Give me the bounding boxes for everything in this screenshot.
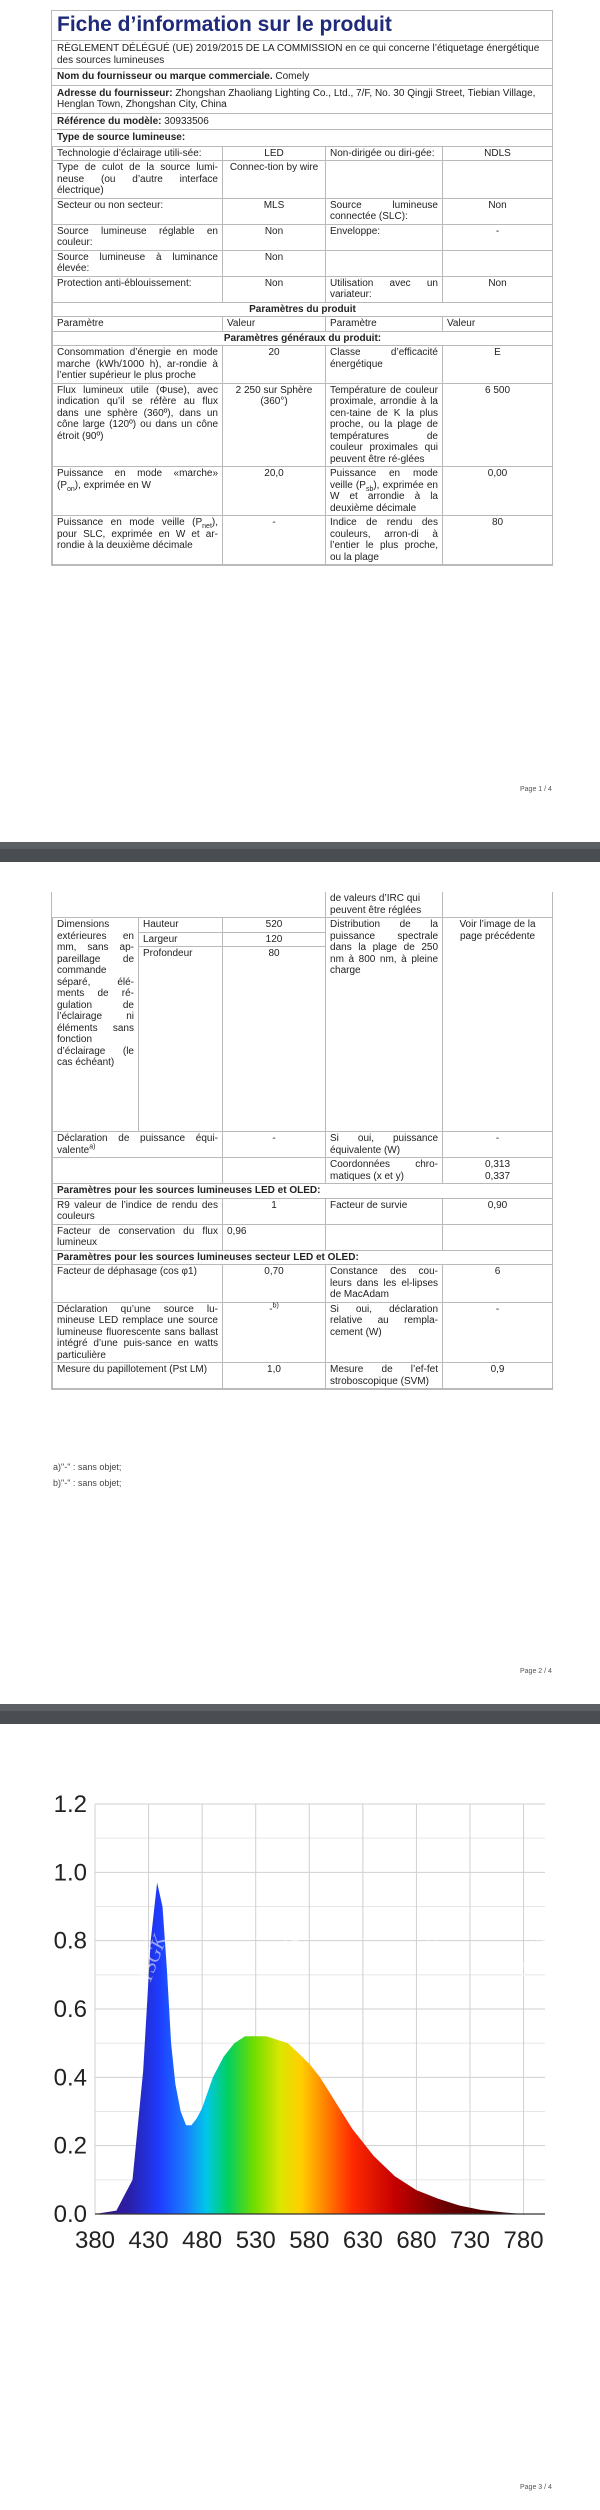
x-tick-label: 480 [182, 2227, 223, 2254]
cell-value: -$^{b)}$ [223, 1302, 326, 1363]
cell-empty [53, 1158, 223, 1184]
x-tick-label: 630 [342, 2227, 383, 2254]
cell-label: Coordonnées chro-matiques (x et y) [326, 1158, 443, 1184]
cell-value: - [443, 224, 553, 250]
table-row [53, 1302, 553, 1363]
table-row [53, 331, 553, 346]
cell-label: Puissance en mode «marche» $(P_{on})$, exprimée en W [53, 467, 223, 516]
dimension-name: Profondeur [139, 947, 223, 1132]
type-header: Type de source lumineuse: [52, 129, 552, 146]
cell-label: Si oui, puissance équivalente (W) [326, 1132, 443, 1158]
dimension-value: 520 [223, 918, 326, 933]
dimensions-label: Dimensions extérieures en mm, sans ap-pareillage de commande séparé, élé-ments de ré-gulation de l’éclairage ni éléments sans fonction d’éclairage (le cas échéant) [53, 918, 139, 1132]
model-row [52, 113, 552, 130]
cell-value: 0,313 0,337 [443, 1158, 553, 1184]
y-tick-label: 0.4 [53, 2064, 87, 2092]
table-row [53, 1158, 553, 1184]
table-row [53, 383, 553, 467]
page-2 [0, 862, 600, 1704]
y-tick-label: 1.2 [53, 1791, 87, 1818]
dimension-value: 80 [223, 947, 326, 1132]
cell-value: Non [223, 276, 326, 302]
cell-value: Non [223, 224, 326, 250]
column-header: Valeur [443, 317, 553, 332]
cell-label: Utilisation avec un variateur: [326, 276, 443, 302]
page-title: Fiche d’information sur le produit [57, 13, 392, 36]
x-tick-label: 380 [74, 2227, 116, 2254]
cell-label: Secteur ou non secteur: [53, 198, 223, 224]
table-row [53, 892, 553, 918]
cell-value: 0,96 [223, 1224, 326, 1250]
table-row [53, 317, 553, 332]
watermark-text: TSGK [274, 1912, 312, 1966]
cell-value [443, 250, 553, 276]
cell-value: 6 [443, 1265, 553, 1303]
table-row [53, 1250, 553, 1265]
page-number: Page 2 / 4 [520, 1668, 552, 1675]
x-tick-label: 430 [128, 2227, 169, 2254]
model-label: Référence du modèle: [57, 115, 162, 127]
cell-value: 1 [223, 1198, 326, 1224]
cell-value: Connec-tion by wire [223, 161, 326, 199]
watermark-text: TSGK [514, 1932, 552, 1986]
cell-label: Consommation d’énergie en mode marche (kWh/1000 h), ar-rondie à l’entier supérieur le plus proche [53, 346, 223, 384]
y-tick-label: 0.0 [53, 2201, 87, 2228]
page-number: Page 1 / 4 [520, 786, 552, 793]
cell-label: Protection anti-éblouissement: [53, 276, 223, 302]
table-row [53, 302, 553, 317]
cell-label: Déclaration de puissance équi-valente$^{a)}$ [53, 1132, 223, 1158]
info-sheet-frame [51, 10, 553, 566]
table-row [53, 1184, 553, 1199]
table-row [53, 918, 553, 933]
x-tick-label: 530 [235, 2227, 276, 2254]
cell-label: Déclaration qu’une source lu-mineuse LED remplace une source lumineuse fluorescente sans ballast intégré d’une puis-sance en watts particulière [53, 1302, 223, 1363]
cell-value: - [443, 1302, 553, 1363]
cell-value: - [223, 516, 326, 565]
cell-value: Non [443, 198, 553, 224]
cell-label: Classe d’efficacité énergétique [326, 346, 443, 384]
x-tick-label: 780 [503, 2227, 544, 2254]
cell-label: Facteur de survie [326, 1198, 443, 1224]
cell-value: 0,00 [443, 467, 553, 516]
y-tick-label: 0.8 [53, 1927, 87, 1955]
y-tick-label: 1.0 [53, 1859, 87, 1887]
cell-value: Non [223, 250, 326, 276]
params-table-continued [52, 892, 553, 1389]
page-3 [0, 1724, 600, 2510]
footnote-a: a)"-" : sans objet; [53, 1462, 122, 1472]
table-row [53, 1198, 553, 1224]
cell-label: Type de culot de la source lumi-neuse (ou d’autre interface électrique) [53, 161, 223, 199]
cell-value: 2 250 sur Sphère (360°) [223, 383, 326, 467]
type-table [52, 146, 553, 566]
cell-label: de valeurs d’IRC qui peuvent être réglées [326, 892, 443, 918]
supplier-value: Comely [275, 71, 310, 82]
cell-value: Non [443, 276, 553, 302]
cell-label: Source lumineuse réglable en couleur: [53, 224, 223, 250]
table-row [53, 516, 553, 565]
cell-label: Si oui, déclaration relative au rempla-cement (W) [326, 1302, 443, 1363]
info-sheet-frame-continued [51, 892, 553, 1390]
cell-label: Mesure de l’ef-fet stroboscopique (SVM) [326, 1363, 443, 1389]
table-row [53, 250, 553, 276]
footnote-b: b)"-" : sans objet; [53, 1478, 122, 1488]
dimension-value: 120 [223, 932, 326, 947]
watermark-text: TSGK [414, 1922, 452, 1976]
cell-value: 0,9 [443, 1363, 553, 1389]
cell-value: - [223, 1132, 326, 1158]
table-row [53, 1132, 553, 1158]
cell-label: Indice de rendu des couleurs, arron-di à l’entier le plus proche, ou la plage [326, 516, 443, 565]
address-row [52, 85, 552, 113]
cell-value: MLS [223, 198, 326, 224]
cell-label: Facteur de conservation du flux lumineux [53, 1224, 223, 1250]
cell-label: Puissance en mode veille $(P_{net})$, pour SLC, exprimée en W et ar-rondie à la deuxième décimale [53, 516, 223, 565]
table-row [53, 161, 553, 199]
cell-value [443, 161, 553, 199]
table-row [53, 1265, 553, 1303]
section-header: Paramètres pour les sources lumineuses LED et OLED: [53, 1184, 553, 1199]
cell-value: 0,70 [223, 1265, 326, 1303]
table-row [53, 276, 553, 302]
y-tick-label: 0.2 [53, 2132, 87, 2160]
cell-value: 20 [223, 346, 326, 384]
x-tick-label: 730 [449, 2227, 491, 2254]
table-row [53, 346, 553, 384]
cell-value: Voir l’image de la page précédente [443, 918, 553, 1132]
page-number: Page 3 / 4 [520, 2484, 552, 2491]
cell-label: Mesure du papillotement (Pst LM) [53, 1363, 223, 1389]
cell-value: E [443, 346, 553, 384]
watermark-text: TSGK [134, 1932, 172, 1986]
page-separator [0, 842, 600, 862]
y-tick-label: 0.6 [53, 1996, 87, 2023]
column-header: Valeur [223, 317, 326, 332]
model-value: 30933506 [164, 115, 209, 127]
table-row [53, 224, 553, 250]
cell-label: Enveloppe: [326, 224, 443, 250]
cell-label: Source lumineuse à luminance élevée: [53, 250, 223, 276]
section-header: Paramètres généraux du produit: [53, 331, 553, 346]
cell-value: 20,0 [223, 467, 326, 516]
cell-label: Non-dirigée ou diri-gée: [326, 146, 443, 161]
cell-label [326, 250, 443, 276]
regulation-text: RÈGLEMENT DÉLÉGUÉ (UE) 2019/2015 DE LA COMMISSION en ce qui concerne l’étiquetage énergétique des sources lumineuses [52, 40, 552, 68]
table-row [53, 1224, 553, 1250]
cell-label [326, 1224, 443, 1250]
table-row [53, 467, 553, 516]
dimension-name: Hauteur [139, 918, 223, 933]
section-header: Paramètres du produit [53, 302, 553, 317]
page-separator [0, 1704, 600, 1724]
cell-value: 6 500 [443, 383, 553, 467]
cell-value: 1,0 [223, 1363, 326, 1389]
cell-value: 0,90 [443, 1198, 553, 1224]
cell-empty [53, 892, 326, 918]
column-header: Paramètre [326, 317, 443, 332]
section-header: Paramètres pour les sources lumineuses secteur LED et OLED: [53, 1250, 553, 1265]
address-label: Adresse du fournisseur: [57, 87, 173, 99]
cell-value [443, 1224, 553, 1250]
page-1 [0, 0, 600, 842]
table-row [53, 198, 553, 224]
x-axis-ticks [75, 2227, 544, 2254]
dimension-name: Largeur [139, 932, 223, 947]
cell-value: 80 [443, 516, 553, 565]
y-axis-ticks [54, 1791, 87, 2228]
cell-label: Source lumineuse connectée (SLC): [326, 198, 443, 224]
cell-label: Technologie d’éclairage utili-sée: [53, 146, 223, 161]
table-row [53, 1363, 553, 1389]
cell-label [326, 161, 443, 199]
cell-empty [443, 892, 553, 918]
cell-label: Flux lumineux utile (Φuse), avec indication qu’il se réfère au flux dans une sphère (360º), dans un cône large (120º) ou dans un cône étroit (90º) [53, 383, 223, 467]
supplier-row [52, 68, 552, 85]
cell-value: LED [223, 146, 326, 161]
cell-value: - [443, 1132, 553, 1158]
x-tick-label: 580 [289, 2227, 330, 2254]
x-tick-label: 680 [396, 2227, 437, 2254]
table-row [53, 146, 553, 161]
address-value: Zhongshan Zhaoliang Lighting Co., Ltd., 7/F, No. 30 Qingji Street, Tiebian Village, Henglan Town, Zhongshan City, China [57, 87, 536, 110]
supplier-label: Nom du fournisseur ou marque commerciale. [57, 71, 273, 82]
cell-empty [223, 1158, 326, 1184]
cell-label: Température de couleur proximale, arrondie à la cen-taine de K la plus proche, ou la plage de températures de couleur proximales qui peuvent être ré-glées [326, 383, 443, 467]
cell-value: NDLS [443, 146, 553, 161]
cell-label: Facteur de déphasage (cos φ1) [53, 1265, 223, 1303]
cell-label: Constance des cou-leurs dans les el-lipses de MacAdam [326, 1265, 443, 1303]
cell-label: Puissance en mode veille $(P_{sb})$, exprimée en W et arrondie à la deuxième décimale [326, 467, 443, 516]
spectral-power-distribution-chart [0, 1724, 600, 2254]
cell-label: R9 valeur de l’indice de rendu des couleurs [53, 1198, 223, 1224]
column-header: Paramètre [53, 317, 223, 332]
cell-label: Distribution de la puissance spectrale dans la plage de 250 nm à 800 nm, à pleine charge [326, 918, 443, 1132]
